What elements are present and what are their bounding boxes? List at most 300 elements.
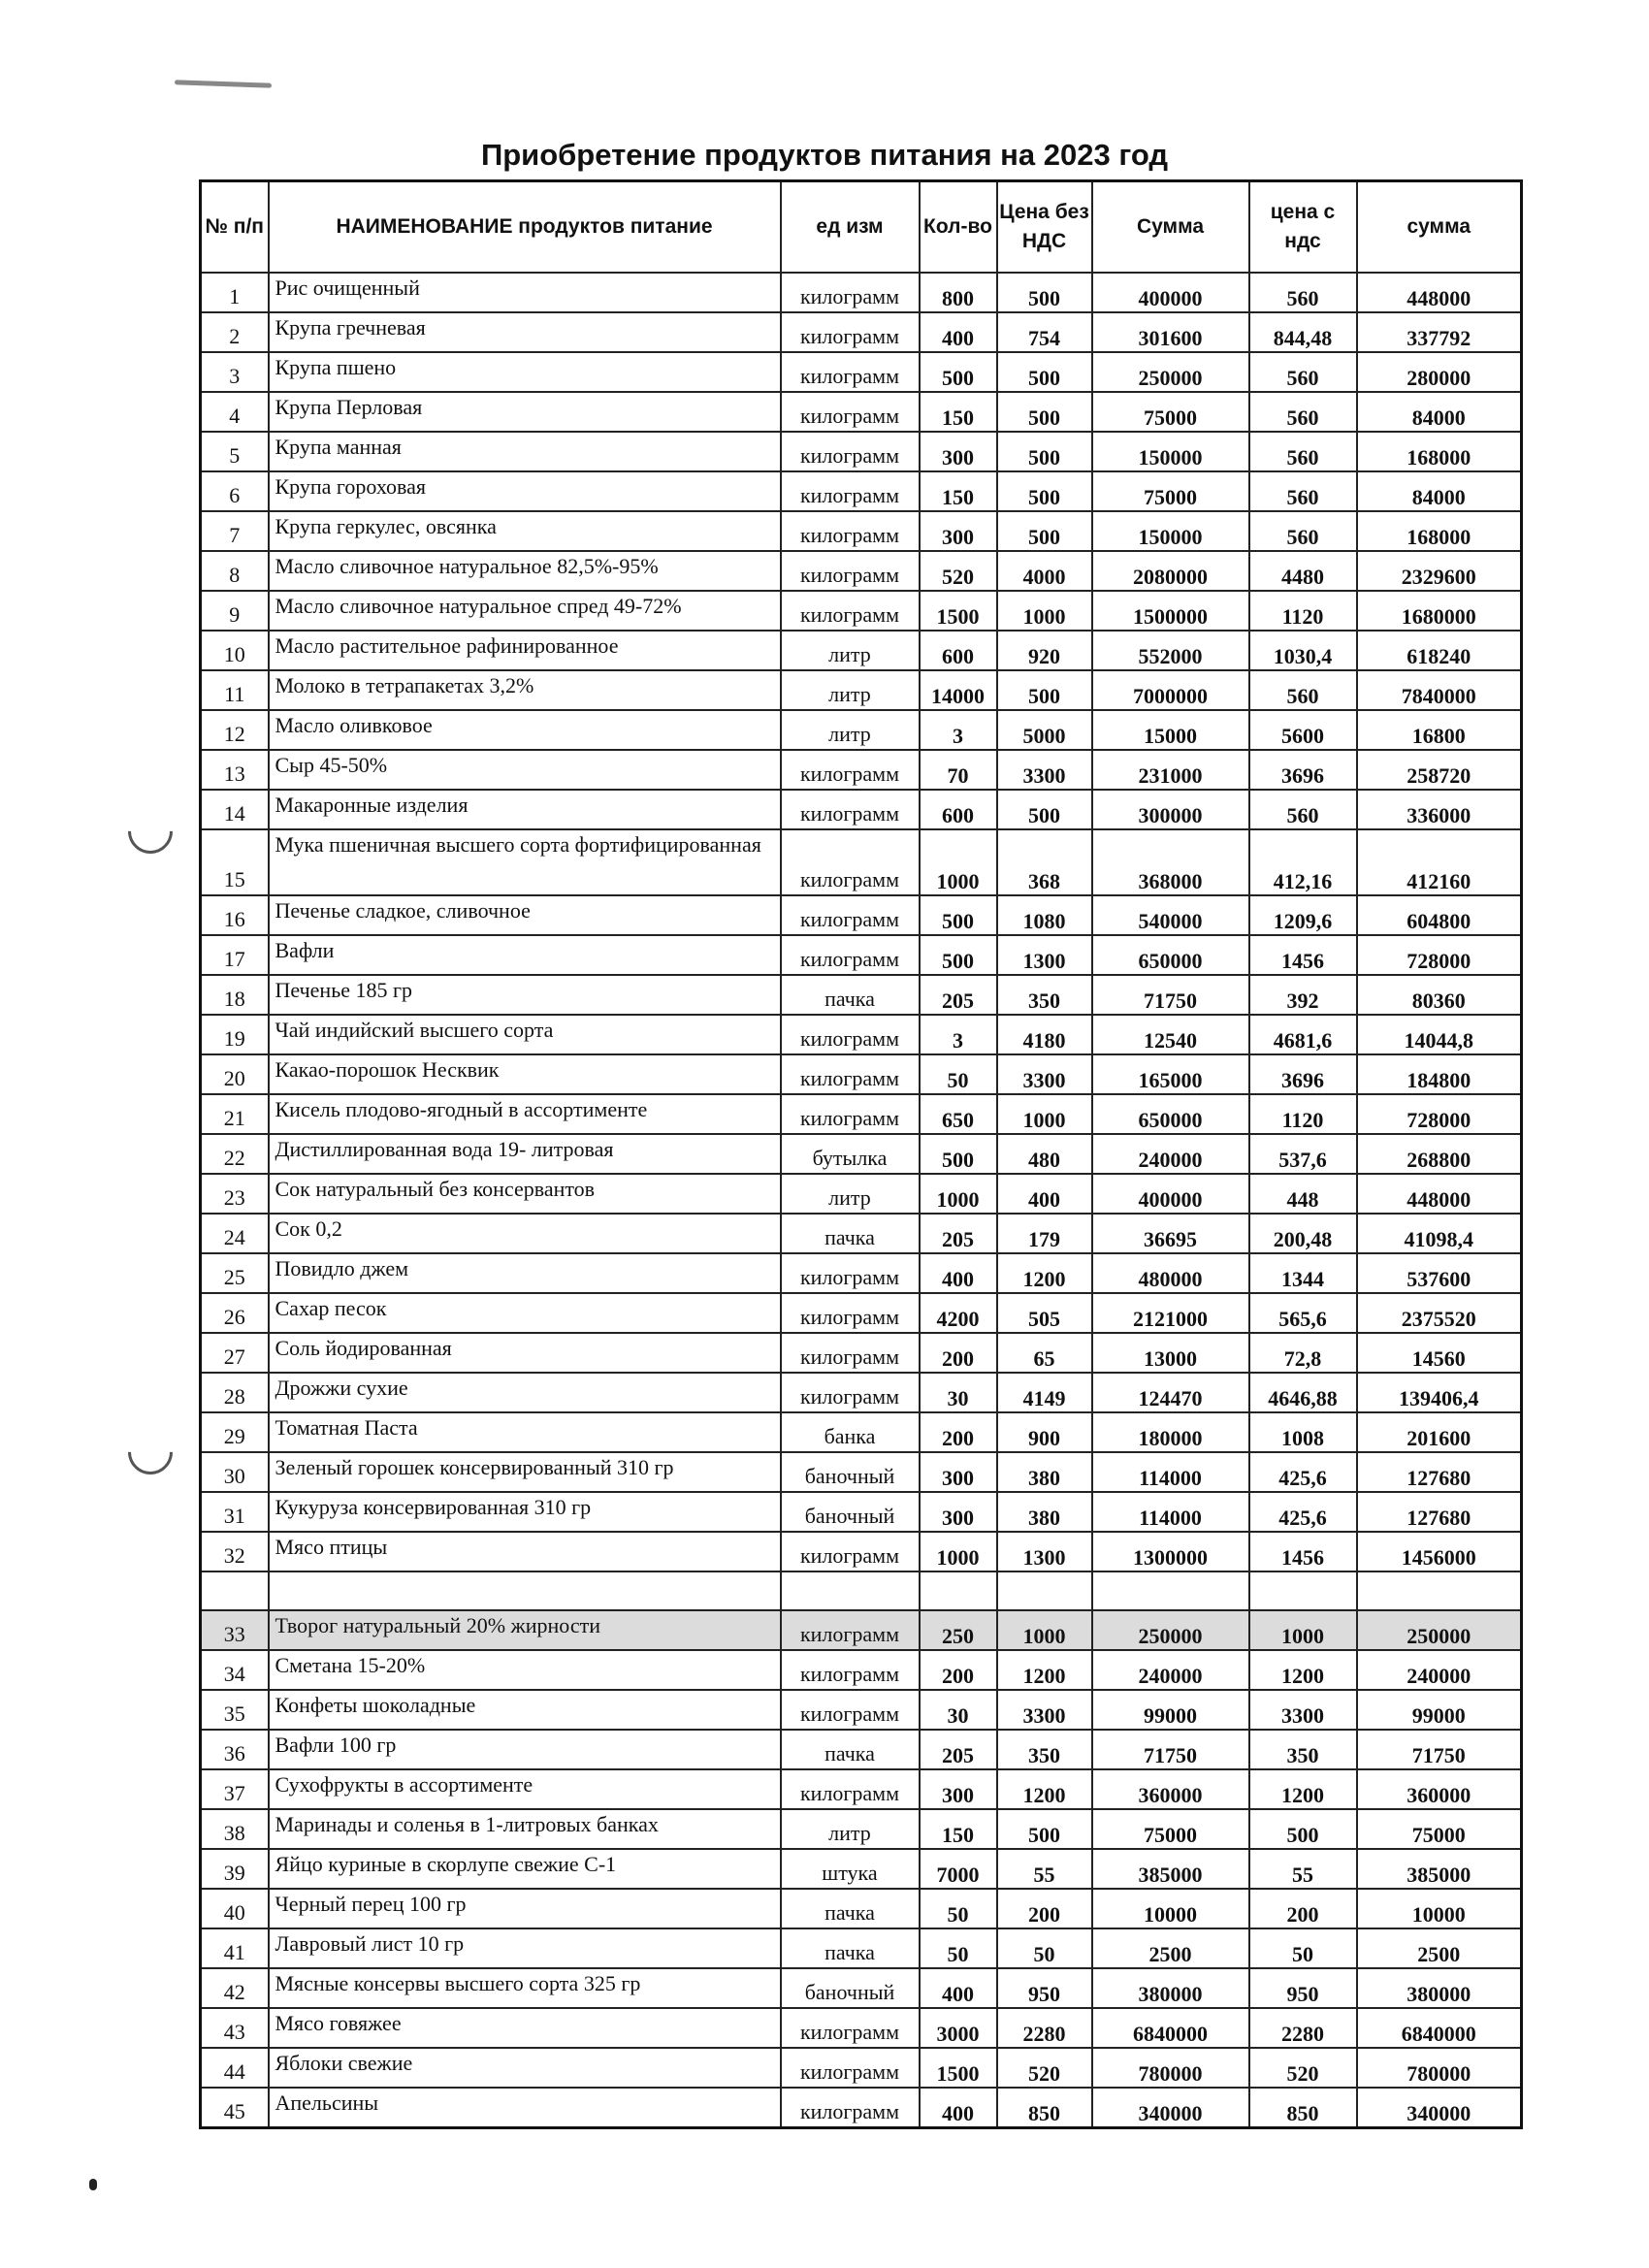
cell-unit: пачка: [781, 975, 920, 1015]
cell-unit: банка: [781, 1412, 920, 1452]
cell-sum: 480000: [1092, 1253, 1249, 1293]
cell-sum-vat: 139406,4: [1357, 1373, 1522, 1412]
cell-unit: килограмм: [781, 935, 920, 975]
cell-price: 2280: [997, 2008, 1092, 2048]
cell-num: 18: [201, 975, 269, 1015]
cell-price: 850: [997, 2088, 1092, 2128]
cell-price: 500: [997, 1809, 1092, 1849]
cell-num: 39: [201, 1849, 269, 1889]
cell-qty: 800: [920, 273, 997, 312]
cell-sum: 250000: [1092, 352, 1249, 392]
cell-price: 505: [997, 1293, 1092, 1333]
cell-num: 23: [201, 1174, 269, 1214]
cell-price: 65: [997, 1333, 1092, 1373]
cell-price-vat: 1456: [1249, 1532, 1357, 1571]
cell-unit: литр: [781, 710, 920, 750]
cell-qty: 205: [920, 975, 997, 1015]
cell-price-vat: 560: [1249, 352, 1357, 392]
cell-price-vat: 520: [1249, 2048, 1357, 2088]
cell-unit: штука: [781, 1849, 920, 1889]
table-row: [201, 1253, 1522, 1293]
cell-num: 8: [201, 551, 269, 591]
cell-sum: 340000: [1092, 2088, 1249, 2128]
cell-price-vat: 4681,6: [1249, 1015, 1357, 1054]
cell-qty: 650: [920, 1094, 997, 1134]
table-row: [201, 1094, 1522, 1134]
cell-unit: килограмм: [781, 1373, 920, 1412]
cell-num: 5: [201, 432, 269, 471]
cell-sum: 75000: [1092, 471, 1249, 511]
cell-sum-vat: 360000: [1357, 1769, 1522, 1809]
cell-sum: 114000: [1092, 1492, 1249, 1532]
cell-sum: 240000: [1092, 1650, 1249, 1690]
cell-num: 7: [201, 511, 269, 551]
cell-price: 1080: [997, 895, 1092, 935]
cell-num: 27: [201, 1333, 269, 1373]
cell-sum: 1500000: [1092, 591, 1249, 631]
cell-price-vat: 425,6: [1249, 1452, 1357, 1492]
cell-price: 380: [997, 1492, 1092, 1532]
cell-name: Печенье 185 гр: [269, 975, 781, 1015]
cell-name: Сухофрукты в ассортименте: [269, 1769, 781, 1809]
cell-name: Мясные консервы высшего сорта 325 гр: [269, 1968, 781, 2008]
cell-sum: 780000: [1092, 2048, 1249, 2088]
cell-unit: литр: [781, 1809, 920, 1849]
punch-hole-mark: [118, 799, 181, 862]
cell-unit: килограмм: [781, 551, 920, 591]
cell-name: Сок 0,2: [269, 1214, 781, 1253]
cell-sum-vat: 1456000: [1357, 1532, 1522, 1571]
cell-sum-vat: 1680000: [1357, 591, 1522, 631]
cell-qty: 150: [920, 1809, 997, 1849]
cell-sum-vat: 168000: [1357, 432, 1522, 471]
cell-unit: килограмм: [781, 750, 920, 790]
cell-num: 29: [201, 1412, 269, 1452]
cell-num: 4: [201, 392, 269, 432]
cell-unit: килограмм: [781, 591, 920, 631]
cell-name: Мясо говяжее: [269, 2008, 781, 2048]
cell-unit: килограмм: [781, 1532, 920, 1571]
cell-qty: 1000: [920, 1174, 997, 1214]
cell-num: 28: [201, 1373, 269, 1412]
cell-qty: 205: [920, 1730, 997, 1769]
cell-name: Дрожжи сухие: [269, 1373, 781, 1412]
cell-sum-vat: 14560: [1357, 1333, 1522, 1373]
header-num: № п/п: [201, 181, 269, 274]
cell-sum-vat: 2500: [1357, 1928, 1522, 1968]
cell-price: 950: [997, 1968, 1092, 2008]
cell-sum: 165000: [1092, 1054, 1249, 1094]
cell-name: Дистиллированная вода 19- литровая: [269, 1134, 781, 1174]
table-row: [201, 1928, 1522, 1968]
cell-qty: 3000: [920, 2008, 997, 2048]
cell-price: 500: [997, 471, 1092, 511]
cell-sum-vat: 84000: [1357, 471, 1522, 511]
cell-name: [269, 1571, 781, 1610]
cell-name: Сок натуральный без консервантов: [269, 1174, 781, 1214]
cell-num: 40: [201, 1889, 269, 1928]
cell-sum: 75000: [1092, 392, 1249, 432]
cell-name: Соль йодированная: [269, 1333, 781, 1373]
cell-sum: 2500: [1092, 1928, 1249, 1968]
cell-sum-vat: 268800: [1357, 1134, 1522, 1174]
cell-sum: 250000: [1092, 1610, 1249, 1650]
table-row: [201, 1889, 1522, 1928]
cell-name: Апельсины: [269, 2088, 781, 2128]
table-row: [201, 511, 1522, 551]
cell-sum-vat: 71750: [1357, 1730, 1522, 1769]
cell-sum: 10000: [1092, 1889, 1249, 1928]
table-row: [201, 1571, 1522, 1610]
cell-sum: 380000: [1092, 1968, 1249, 2008]
cell-sum: 231000: [1092, 750, 1249, 790]
cell-price: 1200: [997, 1769, 1092, 1809]
cell-sum: 301600: [1092, 312, 1249, 352]
cell-name: Масло растительное рафинированное: [269, 631, 781, 670]
table-row: [201, 631, 1522, 670]
table-row: [201, 1015, 1522, 1054]
cell-price-vat: 565,6: [1249, 1293, 1357, 1333]
cell-unit: килограмм: [781, 1015, 920, 1054]
cell-sum: 7000000: [1092, 670, 1249, 710]
cell-price: 754: [997, 312, 1092, 352]
cell-num: 36: [201, 1730, 269, 1769]
cell-price-vat: 1344: [1249, 1253, 1357, 1293]
cell-sum: 180000: [1092, 1412, 1249, 1452]
table-row: [201, 551, 1522, 591]
cell-sum-vat: 84000: [1357, 392, 1522, 432]
cell-price-vat: 537,6: [1249, 1134, 1357, 1174]
cell-price-vat: 1030,4: [1249, 631, 1357, 670]
cell-unit: килограмм: [781, 273, 920, 312]
cell-qty: 1000: [920, 829, 997, 895]
cell-unit: килограмм: [781, 471, 920, 511]
cell-qty: 520: [920, 551, 997, 591]
header-sum-vat: сумма: [1357, 181, 1522, 274]
cell-sum-vat: 10000: [1357, 1889, 1522, 1928]
cell-qty: 400: [920, 1253, 997, 1293]
cell-sum-vat: 412160: [1357, 829, 1522, 895]
table-row: [201, 1809, 1522, 1849]
cell-sum-vat: 16800: [1357, 710, 1522, 750]
cell-price-vat: 500: [1249, 1809, 1357, 1849]
cell-price-vat: 850: [1249, 2088, 1357, 2128]
table-row: [201, 591, 1522, 631]
cell-price-vat: 560: [1249, 670, 1357, 710]
cell-qty: 300: [920, 511, 997, 551]
cell-name: Мука пшеничная высшего сорта фортифицированная: [269, 829, 781, 895]
cell-num: 17: [201, 935, 269, 975]
cell-price-vat: 4646,88: [1249, 1373, 1357, 1412]
cell-num: 26: [201, 1293, 269, 1333]
cell-price: 368: [997, 829, 1092, 895]
cell-qty: 500: [920, 1134, 997, 1174]
cell-price-vat: 560: [1249, 432, 1357, 471]
cell-sum: 650000: [1092, 935, 1249, 975]
cell-price-vat: 1456: [1249, 935, 1357, 975]
cell-name: Крупа Перловая: [269, 392, 781, 432]
cell-unit: килограмм: [781, 1253, 920, 1293]
cell-unit: килограмм: [781, 352, 920, 392]
cell-num: 19: [201, 1015, 269, 1054]
header-price: Цена без НДС: [997, 181, 1092, 274]
cell-unit: килограмм: [781, 1293, 920, 1333]
cell-sum: 114000: [1092, 1452, 1249, 1492]
cell-price: 500: [997, 273, 1092, 312]
table-row: [201, 710, 1522, 750]
cell-qty: 14000: [920, 670, 997, 710]
cell-price-vat: 844,48: [1249, 312, 1357, 352]
cell-sum-vat: 380000: [1357, 1968, 1522, 2008]
cell-qty: 500: [920, 895, 997, 935]
cell-name: Черный перец 100 гр: [269, 1889, 781, 1928]
cell-price-vat: 560: [1249, 511, 1357, 551]
cell-sum: 368000: [1092, 829, 1249, 895]
cell-unit: баночный: [781, 1452, 920, 1492]
cell-name: Вафли: [269, 935, 781, 975]
cell-price: 55: [997, 1849, 1092, 1889]
cell-sum: 2121000: [1092, 1293, 1249, 1333]
cell-price-vat: 50: [1249, 1928, 1357, 1968]
cell-name: Чай индийский высшего сорта: [269, 1015, 781, 1054]
table-row: [201, 273, 1522, 312]
header-unit: ед изм: [781, 181, 920, 274]
table-row: [201, 935, 1522, 975]
cell-qty: 150: [920, 392, 997, 432]
cell-num: [201, 1571, 269, 1610]
cell-num: 13: [201, 750, 269, 790]
cell-num: 45: [201, 2088, 269, 2128]
cell-sum-vat: 537600: [1357, 1253, 1522, 1293]
cell-sum: 71750: [1092, 975, 1249, 1015]
cell-num: 3: [201, 352, 269, 392]
table-row: [201, 312, 1522, 352]
cell-name: Крупа манная: [269, 432, 781, 471]
cell-name: Сметана 15-20%: [269, 1650, 781, 1690]
cell-sum: 75000: [1092, 1809, 1249, 1849]
header-name: НАИМЕНОВАНИЕ продуктов питание: [269, 181, 781, 274]
cell-sum: 360000: [1092, 1769, 1249, 1809]
cell-sum-vat: 41098,4: [1357, 1214, 1522, 1253]
cell-price-vat: 4480: [1249, 551, 1357, 591]
table-row: [201, 790, 1522, 829]
scan-mark: [175, 80, 272, 87]
cell-num: 37: [201, 1769, 269, 1809]
cell-num: 43: [201, 2008, 269, 2048]
cell-unit: килограмм: [781, 790, 920, 829]
cell-unit: баночный: [781, 1492, 920, 1532]
cell-sum-vat: 618240: [1357, 631, 1522, 670]
cell-sum: 12540: [1092, 1015, 1249, 1054]
cell-sum: 124470: [1092, 1373, 1249, 1412]
cell-sum-vat: 2375520: [1357, 1293, 1522, 1333]
cell-sum-vat: 168000: [1357, 511, 1522, 551]
scan-speck: [89, 2179, 97, 2190]
cell-sum-vat: 6840000: [1357, 2008, 1522, 2048]
cell-sum: 150000: [1092, 511, 1249, 551]
cell-qty: 200: [920, 1650, 997, 1690]
cell-price: 500: [997, 670, 1092, 710]
cell-sum: 540000: [1092, 895, 1249, 935]
cell-num: 34: [201, 1650, 269, 1690]
cell-sum: 400000: [1092, 273, 1249, 312]
cell-price: 1200: [997, 1650, 1092, 1690]
cell-price-vat: 200,48: [1249, 1214, 1357, 1253]
cell-sum-vat: 728000: [1357, 935, 1522, 975]
cell-price: 3300: [997, 750, 1092, 790]
table-row: [201, 1293, 1522, 1333]
cell-qty: 50: [920, 1928, 997, 1968]
cell-sum: 36695: [1092, 1214, 1249, 1253]
cell-num: 44: [201, 2048, 269, 2088]
cell-price-vat: 560: [1249, 790, 1357, 829]
cell-price-vat: 1200: [1249, 1769, 1357, 1809]
cell-sum: 552000: [1092, 631, 1249, 670]
cell-name: Рис очищенный: [269, 273, 781, 312]
cell-sum: 15000: [1092, 710, 1249, 750]
cell-price-vat: [1249, 1571, 1357, 1610]
cell-sum-vat: 127680: [1357, 1492, 1522, 1532]
cell-unit: пачка: [781, 1928, 920, 1968]
cell-name: Крупа пшено: [269, 352, 781, 392]
cell-num: 16: [201, 895, 269, 935]
cell-num: 31: [201, 1492, 269, 1532]
table-row: [201, 1769, 1522, 1809]
cell-price-vat: 350: [1249, 1730, 1357, 1769]
cell-name: Кукуруза консервированная 310 гр: [269, 1492, 781, 1532]
cell-qty: 4200: [920, 1293, 997, 1333]
cell-num: 10: [201, 631, 269, 670]
cell-sum: 400000: [1092, 1174, 1249, 1214]
cell-num: 1: [201, 273, 269, 312]
cell-price-vat: 1200: [1249, 1650, 1357, 1690]
cell-sum-vat: 385000: [1357, 1849, 1522, 1889]
table-row: [201, 1690, 1522, 1730]
cell-sum-vat: 448000: [1357, 1174, 1522, 1214]
cell-unit: килограмм: [781, 511, 920, 551]
cell-price-vat: 560: [1249, 273, 1357, 312]
cell-sum-vat: 75000: [1357, 1809, 1522, 1849]
cell-sum-vat: 14044,8: [1357, 1015, 1522, 1054]
table-row: [201, 1610, 1522, 1650]
cell-num: 42: [201, 1968, 269, 2008]
cell-sum-vat: 250000: [1357, 1610, 1522, 1650]
table-row: [201, 1492, 1522, 1532]
cell-price-vat: 1209,6: [1249, 895, 1357, 935]
cell-price-vat: 72,8: [1249, 1333, 1357, 1373]
cell-unit: литр: [781, 631, 920, 670]
cell-price-vat: 55: [1249, 1849, 1357, 1889]
cell-qty: 300: [920, 432, 997, 471]
cell-price-vat: 560: [1249, 392, 1357, 432]
cell-num: 12: [201, 710, 269, 750]
cell-sum: 13000: [1092, 1333, 1249, 1373]
cell-name: Сахар песок: [269, 1293, 781, 1333]
cell-name: Масло оливковое: [269, 710, 781, 750]
cell-sum-vat: 80360: [1357, 975, 1522, 1015]
cell-name: Яйцо куриные в скорлупе свежие С-1: [269, 1849, 781, 1889]
cell-price-vat: 560: [1249, 471, 1357, 511]
cell-name: Маринады и соленья в 1-литровых банках: [269, 1809, 781, 1849]
cell-unit: килограмм: [781, 1054, 920, 1094]
cell-sum-vat: 99000: [1357, 1690, 1522, 1730]
cell-price-vat: 3300: [1249, 1690, 1357, 1730]
cell-sum: 6840000: [1092, 2008, 1249, 2048]
cell-qty: 200: [920, 1412, 997, 1452]
cell-num: 35: [201, 1690, 269, 1730]
cell-name: Зеленый горошек консервированный 310 гр: [269, 1452, 781, 1492]
cell-name: Сыр 45-50%: [269, 750, 781, 790]
cell-price-vat: 1120: [1249, 1094, 1357, 1134]
cell-qty: 300: [920, 1452, 997, 1492]
cell-unit: килограмм: [781, 312, 920, 352]
cell-price-vat: 1008: [1249, 1412, 1357, 1452]
cell-num: 41: [201, 1928, 269, 1968]
cell-unit: килограмм: [781, 392, 920, 432]
table-row: [201, 1532, 1522, 1571]
cell-price: 1300: [997, 1532, 1092, 1571]
cell-unit: килограмм: [781, 1094, 920, 1134]
cell-num: 14: [201, 790, 269, 829]
cell-name: Крупа гороховая: [269, 471, 781, 511]
cell-qty: 7000: [920, 1849, 997, 1889]
cell-price: 500: [997, 790, 1092, 829]
cell-sum-vat: 201600: [1357, 1412, 1522, 1452]
cell-qty: 300: [920, 1769, 997, 1809]
cell-price: 350: [997, 1730, 1092, 1769]
cell-price: 500: [997, 511, 1092, 551]
cell-price-vat: 3696: [1249, 750, 1357, 790]
table-row: [201, 1650, 1522, 1690]
cell-sum: 385000: [1092, 1849, 1249, 1889]
cell-sum: 99000: [1092, 1690, 1249, 1730]
table-row: [201, 352, 1522, 392]
cell-name: Творог натуральный 20% жирности: [269, 1610, 781, 1650]
cell-name: Повидло джем: [269, 1253, 781, 1293]
cell-sum-vat: 728000: [1357, 1094, 1522, 1134]
cell-price: 50: [997, 1928, 1092, 1968]
cell-sum-vat: 340000: [1357, 2088, 1522, 2128]
cell-name: Молоко в тетрапакетах 3,2%: [269, 670, 781, 710]
cell-sum-vat: 280000: [1357, 352, 1522, 392]
cell-qty: 50: [920, 1054, 997, 1094]
cell-price: 1300: [997, 935, 1092, 975]
cell-qty: 150: [920, 471, 997, 511]
cell-price: 500: [997, 352, 1092, 392]
cell-qty: 3: [920, 1015, 997, 1054]
cell-name: Томатная Паста: [269, 1412, 781, 1452]
cell-unit: килограмм: [781, 895, 920, 935]
table-row: [201, 2008, 1522, 2048]
cell-qty: 400: [920, 312, 997, 352]
cell-price-vat: 448: [1249, 1174, 1357, 1214]
cell-num: 21: [201, 1094, 269, 1134]
cell-name: Печенье сладкое, сливочное: [269, 895, 781, 935]
table-row: [201, 670, 1522, 710]
table-row: [201, 1968, 1522, 2008]
cell-unit: литр: [781, 670, 920, 710]
cell-unit: килограмм: [781, 1610, 920, 1650]
cell-price-vat: 1120: [1249, 591, 1357, 631]
cell-qty: 1000: [920, 1532, 997, 1571]
header-sum: Сумма: [1092, 181, 1249, 274]
cell-price: 380: [997, 1452, 1092, 1492]
cell-unit: килограмм: [781, 2008, 920, 2048]
cell-num: 20: [201, 1054, 269, 1094]
cell-unit: килограмм: [781, 2088, 920, 2128]
cell-num: 33: [201, 1610, 269, 1650]
cell-unit: килограмм: [781, 1769, 920, 1809]
